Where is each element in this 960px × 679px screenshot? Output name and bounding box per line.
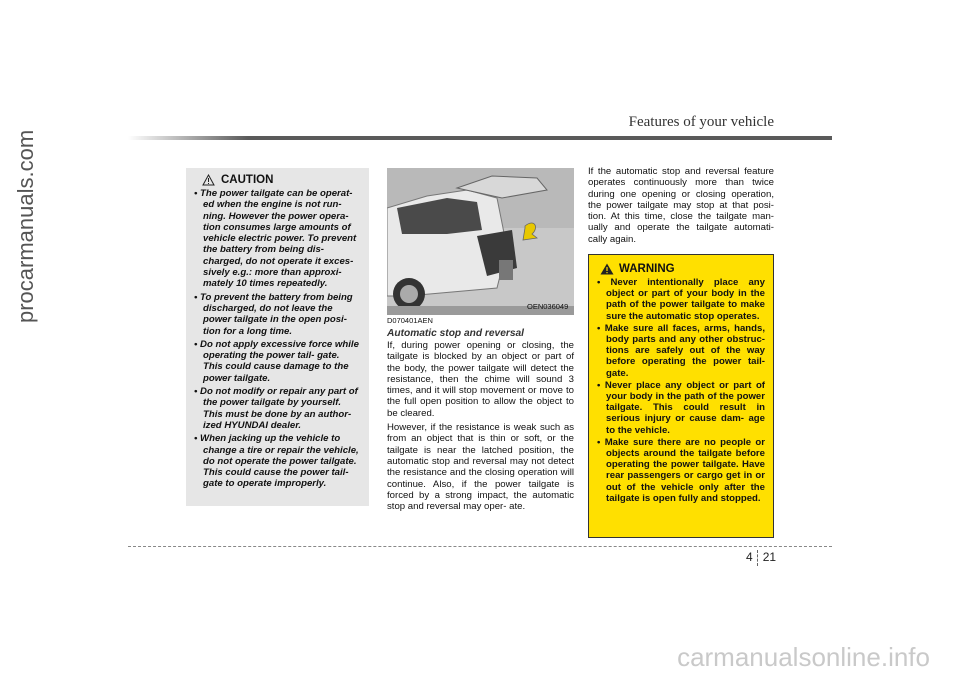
warning-item: • Make sure there are no people or objects around the tailgate before operating the power tailgate. Have rear passengers or cargo get in or out of the vehicle only after the tailgate is open fully and stopped.	[597, 436, 765, 504]
caution-triangle-icon	[202, 174, 215, 186]
caution-item: • Do not apply excessive force while operating the power tail- gate. This could cause damage to the power tailgate.	[194, 338, 359, 384]
section-title: Automatic stop and reversal	[387, 328, 525, 339]
section-code: D070401AEN	[387, 316, 433, 325]
right-column	[588, 166, 774, 248]
caution-item: • Do not modify or repair any part of the power tailgate by yourself. This must be done by an author- ized HYUNDAI dealer.	[194, 386, 358, 431]
caution-list	[194, 188, 361, 490]
warning-item: • Never place any object or part of your body in the path of the power tailgate. This could result in serious injury or cause dam- age to the vehicle.	[597, 379, 766, 436]
header-rule-fade	[128, 136, 248, 140]
chapter-number: 4	[746, 550, 753, 565]
warning-triangle-icon	[600, 263, 614, 275]
caution-item: • When jacking up the vehicle to change a tire or repair the vehicle, do not operate the power tailgate. This could cause the power tail- gate to operate improperly.	[194, 433, 359, 490]
right-paragraph: If the automatic stop and reversal feature operates continuously more than twice during one opening or closing operation, the power tailgate may stop at that posi- tion. At this time, close the tailgate man- ually and operate the tailgate automati- cally again.	[588, 166, 774, 245]
caution-title: CAUTION	[221, 174, 274, 186]
figure-code: OEN036049	[527, 302, 569, 311]
watermark-bottom: carmanualsonline.info	[677, 642, 930, 672]
page-number-value: 21	[762, 550, 777, 565]
section-paragraph: If, during power opening or closing, the tailgate is blocked by an object or part of the body, the power tailgate will detect the resistance, then the chime will sound 3 times, and it will stop movement or move to the full open position to allow the object to be cleared.	[387, 340, 574, 419]
tailgate-photo	[387, 168, 574, 315]
warning-item: • Make sure all faces, arms, hands, body parts and any other obstruc- tions are safely out of the way before operating the power tail- gate.	[597, 322, 766, 379]
warning-title: WARNING	[619, 263, 675, 275]
caution-item: • The power tailgate can be operat- ed when the engine is not run- ning. However the power opera- tion consumes large amounts of vehicle electric power. To prevent the battery from being dis- charged, do not operate it exces- sively e.g.: more than approxi- mately 10 times repeatedly.	[194, 188, 357, 290]
warning-header	[600, 263, 765, 275]
caution-item: • To prevent the battery from being discharged, do not leave the power tailgate in the open posi- tion for a long time.	[194, 291, 353, 337]
page-header-title: Features of your vehicle	[628, 114, 774, 130]
caution-box	[186, 168, 369, 506]
warning-box	[588, 254, 774, 538]
caution-header	[202, 174, 361, 186]
warning-item: • Never intentionally place any object or part of your body in the path of the power tailgate to make sure the automatic stop operates.	[597, 277, 765, 322]
warning-list	[597, 277, 765, 504]
section-column	[387, 316, 574, 515]
footer-rule	[128, 546, 832, 547]
page-separator	[757, 550, 759, 566]
watermark-left: procarmanuals.com	[13, 129, 38, 323]
section-paragraph: However, if the resistance is weak such as from an object that is thin or soft, or the tailgate is near the latched position, the automatic stop and reversal may not detect the resistance and the closing operation will continue. Also, if the power tailgate is forced by a strong impact, the automatic stop and reversal may oper- ate.	[387, 422, 574, 513]
page-number	[746, 550, 776, 566]
